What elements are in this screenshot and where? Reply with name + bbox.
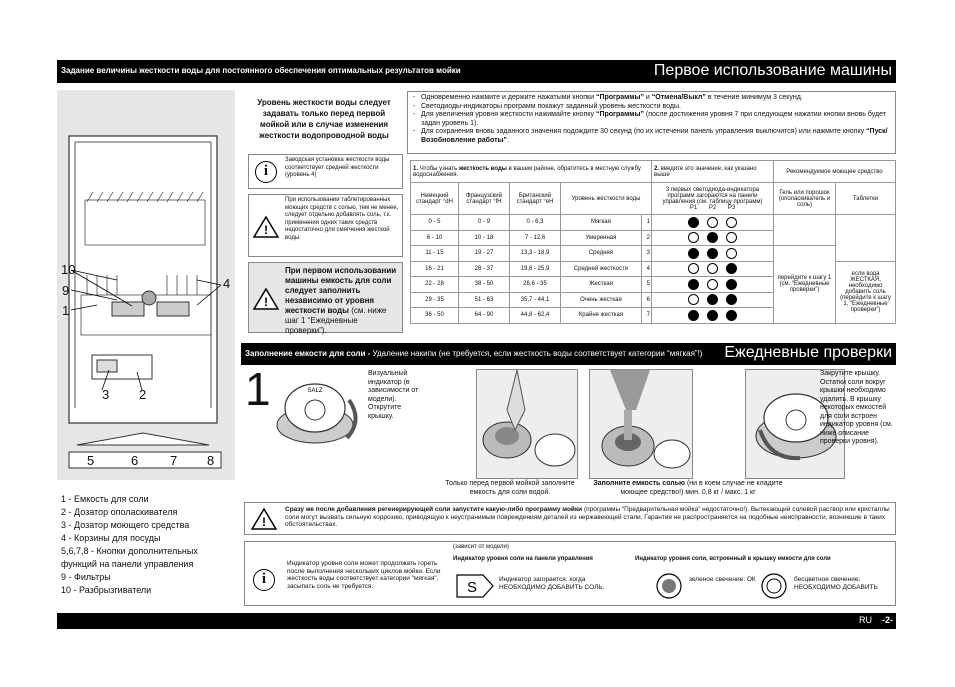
cell-dh: 36 - 50 <box>411 308 459 324</box>
depends-label: (зависит от модели) <box>453 544 509 550</box>
step-item: - Для увеличения уровня жесткости нажимайте кнопку “Программы” (после достижения уровня 7 при следующем нажатии кнопки вновь будет задан уровень 1). <box>411 111 892 128</box>
led-indicator-1 <box>688 263 699 274</box>
led-indicator-2 <box>707 263 718 274</box>
callout-10: 10 <box>61 262 76 277</box>
cell-level-number: 5 <box>641 277 651 293</box>
salt-info-text: Индикатор уровня соли может продолжать гореть после выполнения нескольких циклов мойки. Если жесткость воды соответствует категории “мягкая”, засыпать соль не требуется. <box>287 560 441 590</box>
hardness-table-wrap <box>410 160 896 324</box>
col-fh: Французский стандарт °fH <box>459 183 510 215</box>
cell-fh: 28 - 37 <box>459 261 510 277</box>
salt-cap-image <box>273 370 365 452</box>
step-item: - Светодиоды-индикаторы программ покажут заданный уровень жесткости воды. <box>411 103 892 112</box>
col-dh: Немецкий стандарт °dH <box>411 183 459 215</box>
header-bar <box>57 60 896 83</box>
col-leds: 3 первых светодиода-индикатора программ загораются на панели управления (см. таблицу программ) P1 P2 P3 <box>652 183 774 215</box>
panel-indicator-title: Индикатор уровня соли на панели управления <box>453 556 593 562</box>
before-first-text: Только перед первой мойкой заполните емкость для соли водой. <box>445 480 575 496</box>
cell-eh: 26,6 - 35 <box>510 277 561 293</box>
cell-fh: 0 - 9 <box>459 215 510 231</box>
cell-tablets-note: если вода ЖЕСТКАЯ, необходимо добавить соль (перейдите к шагу 1, “Ежедневные проверки”) <box>836 261 896 323</box>
cell-fh: 10 - 18 <box>459 230 510 246</box>
led-indicator-2 <box>707 217 718 228</box>
led-indicator-2 <box>707 279 718 290</box>
cell-dh: 29 - 35 <box>411 292 459 308</box>
callout-9: 9 <box>62 283 70 298</box>
salt-indicator-box <box>244 541 896 606</box>
led-indicator-3 <box>726 294 737 305</box>
cell-level-number: 6 <box>641 292 651 308</box>
salt-warning-text: Сразу же после добавления регенерирующей соли запустите какую-либо программу мойки (программы “Предварительная мойка” недостаточно!). Вытекающий солевой раствор или кристаллы соли могут вызвать сильную коррозию, приводящую к неустранимым повреждениям деталей из нержавеющей стали. Гарантия не распространяется на подобные неисправности, возникшие в таких обстоятельствах. <box>285 506 890 528</box>
close-cap-text: Закрутите крышку. Остатки соли вокруг крышки необходимо удалить. В крышку некоторых емкостей для соли встроен индикатор уровня (см. ниже описание проверки уровня). <box>820 370 893 445</box>
cell-dh: 16 - 21 <box>411 261 459 277</box>
hardness-table <box>410 160 896 324</box>
svg-text:!: ! <box>264 295 268 309</box>
cell-level-label: Мягкая <box>561 215 642 231</box>
legend-item: 9 - Фильтры <box>61 572 111 582</box>
step-number: 1 <box>245 363 271 415</box>
cell-leds <box>652 230 774 246</box>
cell-level-label: Жесткая <box>561 277 642 293</box>
table-note-1: 1. Чтобы узнать жесткость воды в вашем районе, обратитесь в местную службу водоснабжения. <box>411 161 652 183</box>
legend-item: функций на панели управления <box>61 559 194 569</box>
legend-item: 10 - Разбрызгиватели <box>61 585 152 595</box>
panel-indicator-text: Индикатор загорается, когда НЕОБХОДИМО ДОБАВИТЬ СОЛЬ. <box>499 576 605 591</box>
green-indicator-text: зеленое свечение: ОК <box>689 576 756 583</box>
button-5: 5 <box>87 453 95 468</box>
steps-box <box>407 91 896 154</box>
cell-powder-empty <box>774 215 836 246</box>
intro-text: Уровень жесткости воды следует задавать только перед первой мойкой или в случае изменения жесткости водопроводной воды <box>257 98 391 140</box>
cap-label: SALZ <box>307 388 323 394</box>
svg-text:!: ! <box>264 223 268 237</box>
table-header-detergent: Рекомендуемое моющее средство <box>774 161 896 183</box>
photo-water <box>476 369 578 479</box>
daily-bar-text: Заполнение емкости для соли - Удаление накипи (не требуется, если жесткость воды соответствует категории “мягкая”!) <box>245 349 703 358</box>
photo-salt <box>589 369 693 479</box>
table-note-2: 2. введите это значение, как указано выше <box>652 161 774 183</box>
col-level: Уровень жесткости воды <box>561 183 652 215</box>
salt-panel-icon <box>455 573 495 599</box>
cell-level-label: Средняя <box>561 246 642 262</box>
clear-indicator-icon <box>760 572 788 600</box>
legend-item: 1 - Емкость для соли <box>61 494 149 504</box>
factory-note <box>248 154 403 189</box>
tablets-note <box>248 194 403 257</box>
callout-2: 2 <box>139 387 147 402</box>
header-title: Первое использование машины <box>653 62 892 79</box>
led-indicator-2 <box>707 294 718 305</box>
clear-indicator-text: бесцветное свечение: НЕОБХОДИМО ДОБАВИТЬ <box>794 576 878 591</box>
led-indicator-2 <box>707 232 718 243</box>
cell-level-number: 3 <box>641 246 651 262</box>
warning-icon <box>251 507 277 531</box>
button-7: 7 <box>170 453 178 468</box>
fill-salt-text: Заполните емкость солью (ни в коем случае не кладите моющее средство!) мин. 0,8 кг / макс. 1 кг <box>593 480 783 496</box>
warning-icon <box>253 215 279 239</box>
svg-text:S: S <box>466 579 478 596</box>
dishwasher-diagram <box>57 90 235 480</box>
legend-item: 5,6,7,8 - Кнопки дополнительных <box>61 546 198 556</box>
cell-fh: 38 - 50 <box>459 277 510 293</box>
cell-fh: 19 - 27 <box>459 246 510 262</box>
led-indicator-3 <box>726 279 737 290</box>
diagram-panel <box>57 90 235 480</box>
led-indicator-3 <box>726 263 737 274</box>
info-icon: i <box>255 161 277 183</box>
led-indicator-3 <box>726 248 737 259</box>
led-indicator-1 <box>688 294 699 305</box>
button-8: 8 <box>207 453 215 468</box>
cell-dh: 22 - 28 <box>411 277 459 293</box>
cell-dh: 0 - 5 <box>411 215 459 231</box>
cell-eh: 7 - 12,6 <box>510 230 561 246</box>
cell-level-number: 7 <box>641 308 651 324</box>
footer-page: -2- <box>882 615 893 625</box>
cell-dh: 11 - 15 <box>411 246 459 262</box>
cell-level-number: 2 <box>641 230 651 246</box>
cell-level-label: Умеренная <box>561 230 642 246</box>
footer-bar <box>57 613 896 629</box>
tablets-note-text: При использовании таблетированных моющих средств с солью, тем не менее, следует отдельно добавлять соль, т.к. применения одних таких средств недостаточно для смягчения жесткой воды. <box>285 197 399 241</box>
daily-title: Ежедневные проверки <box>724 344 892 361</box>
cell-eh: 19,6 - 25,9 <box>510 261 561 277</box>
cell-leds <box>652 215 774 231</box>
led-indicator-1 <box>688 217 699 228</box>
legend-item: 2 - Дозатор ополаскивателя <box>61 507 178 517</box>
cell-leds <box>652 292 774 308</box>
cell-leds <box>652 308 774 324</box>
factory-note-text: Заводская установка жесткости воды соответствует средней жесткости (уровень 4) <box>285 157 390 178</box>
cell-fh: 64 - 90 <box>459 308 510 324</box>
cell-dh: 6 - 10 <box>411 230 459 246</box>
cell-level-label: Крайне жесткая <box>561 308 642 324</box>
step-item: - Для сохранения вновь заданного значения подождите 30 секунд (по их истечении панель управления выключится) или нажмите кнопку “Пуск/Возобновление работы”. <box>411 128 892 145</box>
col-powder: Гель или порошок (ополаскиватель и соль) <box>774 183 836 215</box>
parts-legend <box>61 493 241 597</box>
cell-eh: 13,3 - 18,9 <box>510 246 561 262</box>
callout-4: 4 <box>223 276 231 291</box>
cell-leds <box>652 277 774 293</box>
cell-eh: 44,8 - 62,4 <box>510 308 561 324</box>
cell-eh: 35,7 - 44,1 <box>510 292 561 308</box>
callout-3: 3 <box>102 387 110 402</box>
cell-level-number: 4 <box>641 261 651 277</box>
led-indicator-2 <box>707 310 718 321</box>
led-indicator-1 <box>688 248 699 259</box>
cell-leds <box>652 261 774 277</box>
cell-level-label: Средней жесткости <box>561 261 642 277</box>
first-use-note-text: При первом использовании машины емкость для соли следует заполнить независимо от уровня жесткости воды (см. ниже шаг 1 “Ежедневные проверки”). <box>285 266 397 335</box>
salt-warning-box <box>244 502 896 535</box>
led-indicator-3 <box>726 232 737 243</box>
cell-fh: 51 - 63 <box>459 292 510 308</box>
cap-indicator-title: Индикатор уровня соли, встроенный в крышку емкости для соли <box>635 556 831 562</box>
green-indicator-icon <box>655 572 683 600</box>
led-indicator-1 <box>688 310 699 321</box>
legend-item: 4 - Корзины для посуды <box>61 533 161 543</box>
svg-text:!: ! <box>262 515 266 529</box>
footer-lang: RU <box>859 615 872 625</box>
hardness-row <box>411 246 896 262</box>
cell-tablets-empty <box>836 215 896 262</box>
led-indicator-2 <box>707 248 718 259</box>
visual-indicator-text: Визуальный индикатор (в зависимости от модели). Открутите крышку. <box>368 370 419 420</box>
hardness-row <box>411 215 896 231</box>
steps-list <box>411 94 892 145</box>
first-use-note <box>248 262 403 333</box>
cell-powder-note: перейдите к шагу 1 (см. “Ежедневные проверки”) <box>774 246 836 324</box>
button-6: 6 <box>131 453 139 468</box>
warning-icon <box>253 287 279 311</box>
info-icon: i <box>253 569 275 591</box>
cell-leds <box>652 246 774 262</box>
led-indicator-3 <box>726 310 737 321</box>
cell-level-number: 1 <box>641 215 651 231</box>
col-tablets: Таблетки <box>836 183 896 215</box>
led-indicator-3 <box>726 217 737 228</box>
led-indicator-1 <box>688 279 699 290</box>
cell-level-label: Очень жесткая <box>561 292 642 308</box>
header-subtitle: Задание величины жесткости воды для постоянного обеспечения оптимальных результатов мойки <box>61 66 461 75</box>
callout-1: 1 <box>62 303 70 318</box>
cell-eh: 0 - 6,3 <box>510 215 561 231</box>
daily-bar <box>241 343 896 365</box>
col-eh: Британский стандарт °eH <box>510 183 561 215</box>
legend-item: 3 - Дозатор моющего средства <box>61 520 190 530</box>
step-item: - Одновременно нажмите и держите нажатыми кнопки “Программы” и “Отмена/Выкл” в течение минимум 3 секунд. <box>411 94 892 103</box>
led-indicator-1 <box>688 232 699 243</box>
